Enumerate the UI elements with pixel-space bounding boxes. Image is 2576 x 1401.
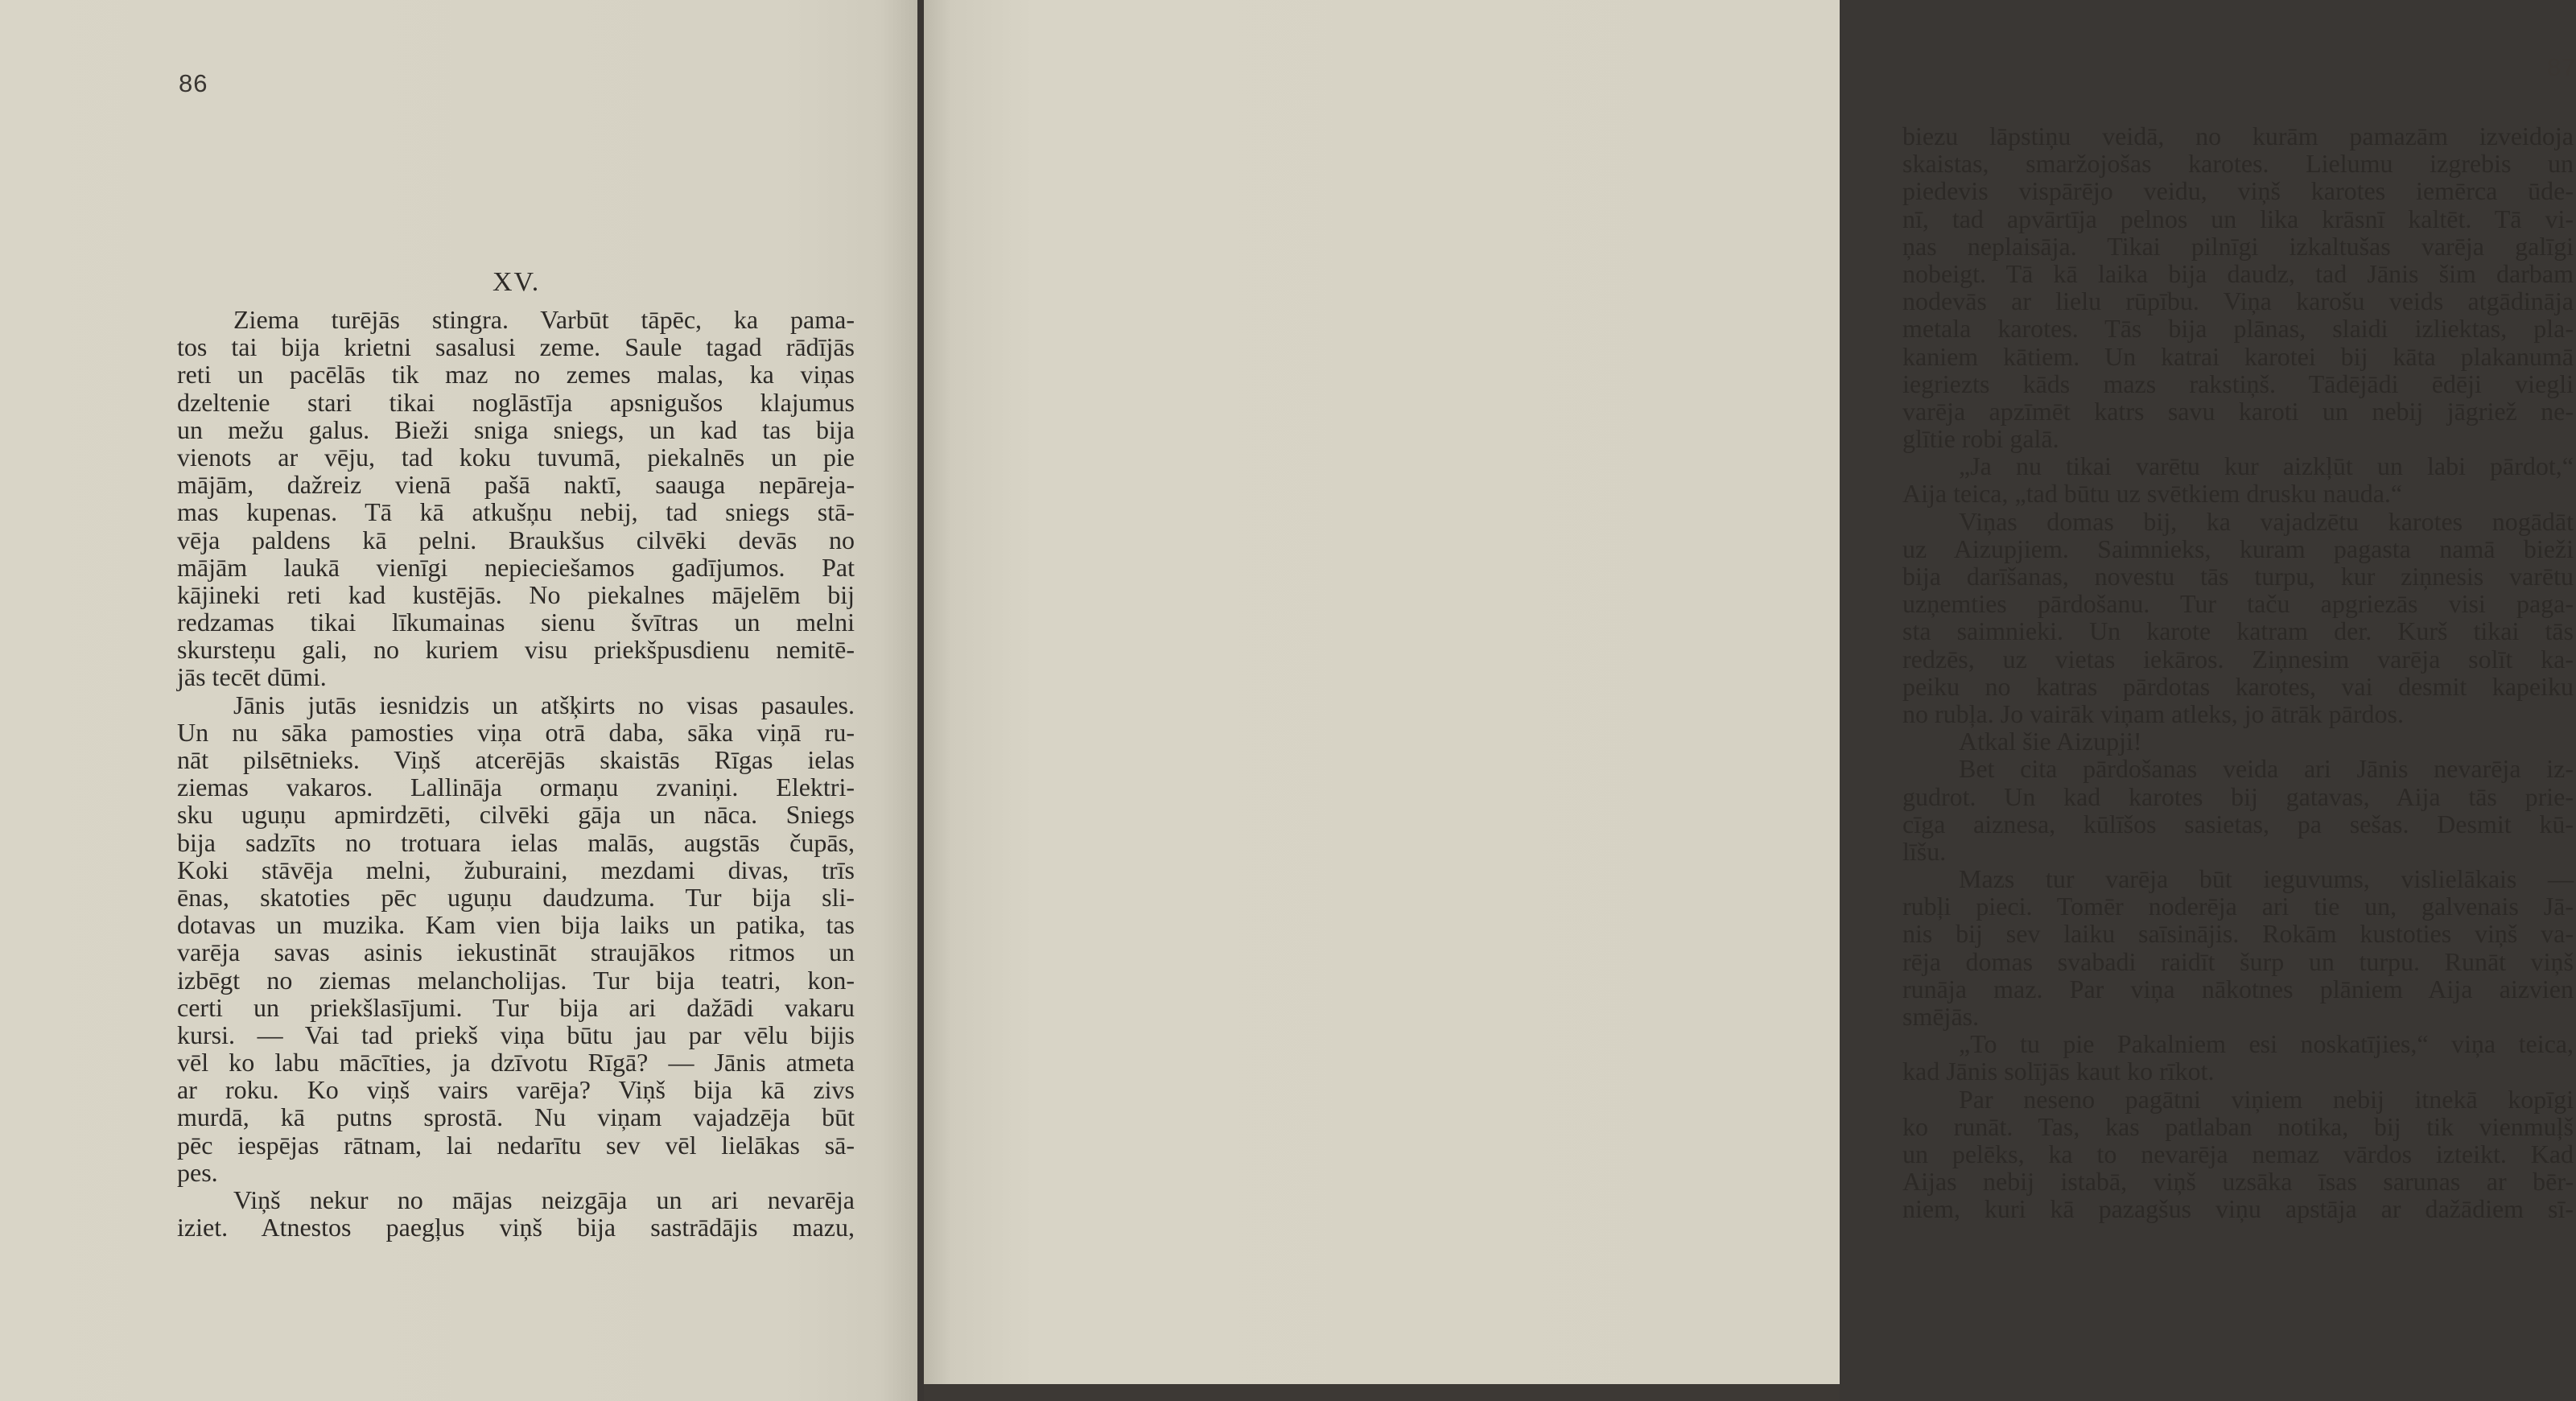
- text-line: peiku no katras pārdotas karotes, vai desmit kapeiku: [1902, 671, 2574, 701]
- text-line: līšu.: [1902, 836, 1947, 866]
- text-line: varēja apzīmēt katrs savu karoti un nebij jāgriež ne-: [1902, 396, 2574, 426]
- text-line: Viņas domas bij, ka vajadzētu karotes nogādāt: [1959, 506, 2574, 536]
- text-line: Un nu sāka pamosties viņa otrā daba, sāka viņā ru-: [177, 717, 855, 747]
- text-line: kursi. — Vai tad priekš viņa būtu jau par vēlu bijis: [177, 1020, 855, 1049]
- text-line: gudrot. Un kad karotes bij gatavas, Aija tās prie-: [1902, 781, 2574, 811]
- text-line: redzēs, uz vietas iekāros. Ziņnesim varēja solīt ka-: [1902, 644, 2574, 674]
- book-gutter: [917, 0, 924, 1401]
- text-line: redzamas tikai līkumainas sienu švītras un melni: [177, 608, 855, 637]
- text-line: skursteņu gali, no kuriem visu priekšpusdienu nemitē-: [177, 635, 855, 665]
- text-line: „Ja nu tikai varētu kur aizkļūt un labi pārdot,“: [1959, 451, 2574, 481]
- text-line: nodevās ar lielu rūpību. Viņa karošu veids atgādināja: [1902, 286, 2574, 316]
- text-line: cīga aiznesa, kūlīšos sasietas, pa sešas. Desmit kū-: [1902, 809, 2574, 839]
- text-line: ko runāt. Tas, kas patlaban notika, bij tik vienmuļš: [1902, 1111, 2574, 1141]
- text-line: iziet. Atnestos paegļus viņš bija sastrādājis mazu,: [177, 1213, 855, 1242]
- text-line: Mazs tur varēja būt ieguvums, vislielākais —: [1959, 864, 2574, 894]
- text-line: kad Jānis solījās kaut ko rīkot.: [1902, 1057, 2215, 1086]
- text-line: runāja maz. Par viņa nākotnes plāniem Aija aizvien: [1902, 974, 2574, 1003]
- text-line: vēja paldens kā pelni. Braukšus cilvēki devās no: [177, 525, 855, 554]
- text-line: rēja domas svabadi raidīt šurp un turpu. Runāt viņš: [1902, 946, 2574, 976]
- text-line: sta saimnieki. Un karote katram der. Kurš tikai tās: [1902, 616, 2574, 646]
- text-line: dzeltenie stari tikai noglāstīja apsnigušos klajumus: [177, 387, 855, 417]
- text-line: glītie robi galā.: [1902, 424, 2059, 454]
- chapter-heading: XV.: [493, 267, 541, 297]
- text-line: „To tu pie Pakalniem esi noskatījies,“ viņa teica,: [1959, 1029, 2574, 1059]
- right-page: [924, 0, 2576, 1384]
- text-line: murdā, kā putns sprostā. Nu viņam vajadzēja būt: [177, 1102, 855, 1132]
- text-line: sku uguņu apmirdzēti, cilvēki gāja un nāca. Sniegs: [177, 800, 855, 830]
- text-line: no rubļa. Jo vairāk viņam atleks, jo ātrāk pārdos.: [1902, 698, 2404, 728]
- text-line: kājineki reti kad kustējās. No piekalnes mājelēm bij: [177, 579, 855, 609]
- text-line: metala karotes. Tās bija plānas, slaidi izliektas, pla-: [1902, 314, 2574, 344]
- text-line: varēja savas asinis iekustināt straujākos ritmos un: [177, 937, 855, 967]
- text-line: Bet cita pārdošanas veida ari Jānis nevarēja iz-: [1959, 754, 2574, 784]
- text-line: iegriezts kāds mazs rakstiņš. Tādējādi ēdēji viegli: [1902, 369, 2574, 398]
- text-line: certi un priekšlasījumi. Tur bija ari dažādi vakaru: [177, 992, 855, 1022]
- text-line: izbēgt no ziemas melancholijas. Tur bija teatri, kon-: [177, 965, 855, 995]
- text-line: piedevis vispārējo veidu, viņš karotes iemērca ūde-: [1902, 176, 2574, 206]
- text-line: pes.: [177, 1157, 218, 1187]
- page-number-left: 86: [179, 69, 208, 97]
- text-line: uz Aizupjiem. Saimnieks, kuram pagasta namā bieži: [1902, 534, 2574, 563]
- text-line: mas kupenas. Tā kā atkušņu nebij, tad sniegs stā-: [177, 497, 855, 527]
- background-edge: [924, 1384, 1840, 1401]
- text-line: smējās.: [1902, 1002, 1980, 1031]
- text-line: kaniem kātiem. Un katrai karotei bij kāta plakanumā: [1902, 341, 2574, 371]
- text-line: Jānis jutās iesnidzis un atšķirts no visas pasaules.: [233, 690, 855, 719]
- text-line: biezu lāpstiņu veidā, no kurām pamazām izveidoja: [1902, 122, 2574, 150]
- text-line: skaistas, smaržojošas karotes. Lielumu izgrebis un: [1902, 149, 2574, 179]
- text-line: reti un pacēlās tik maz no zemes malas, ka viņas: [177, 360, 855, 389]
- text-line: Ziema turējās stingra. Varbūt tāpēc, ka pama-: [233, 305, 855, 334]
- text-line: pēc iespējas rātnam, lai nedarītu sev vēl lielākas sā-: [177, 1130, 855, 1160]
- page-number-right: 87: [2547, 53, 2576, 81]
- text-line: rubļi pieci. Tomēr noderēja ari tie un, galvenais Jā-: [1902, 892, 2574, 921]
- right-page-text: [1902, 122, 2574, 1223]
- left-page-text: [177, 306, 855, 1241]
- left-page: [0, 0, 917, 1401]
- text-line: vienots ar vēju, tad koku tuvumā, piekalnēs un pie: [177, 442, 855, 472]
- text-line: mājām, dažreiz vienā pašā naktī, saauga nepāreja-: [177, 470, 855, 500]
- text-line: Viņš nekur no mājas neizgāja un ari nevarēja: [233, 1185, 855, 1214]
- text-line: un mežu galus. Bieži sniga sniegs, un kad tas bija: [177, 414, 855, 444]
- text-line: tos tai bija krietni sasalusi zeme. Saule tagad rādījās: [177, 332, 855, 362]
- text-line: bija sadzīts no trotuara ielas malās, augstās čupās,: [177, 827, 855, 857]
- text-line: Atkal šie Aizupji!: [1959, 727, 2142, 756]
- text-line: vēl ko labu mācīties, ja dzīvotu Rīgā? — Jānis atmeta: [177, 1048, 855, 1078]
- text-line: nobeigt. Tā kā laika bija daudz, tad Jānis šim darbam: [1902, 258, 2574, 288]
- text-line: ziemas vakaros. Lallināja ormaņu zvaniņi. Elektri-: [177, 773, 855, 802]
- text-line: nāt pilsētnieks. Viņš atcerējās skaistās Rīgas ielas: [177, 745, 855, 774]
- text-line: Par neseno pagātni viņiem nebij itnekā kopīgi: [1959, 1084, 2574, 1114]
- text-line: Koki stāvēja melni, žuburaini, mezdami divas, trīs: [177, 855, 855, 884]
- text-line: dotavas un muzika. Kam vien bija laiks un patika, tas: [177, 910, 855, 940]
- text-line: ēnas, skatoties pēc uguņu daudzuma. Tur bija sli-: [177, 882, 855, 912]
- text-line: un pelēks, ka to nevarēja nemaz vārdos izteikt. Kad: [1902, 1139, 2574, 1168]
- text-line: nī, tad apvārtīja pelnos un lika krāsnī kaltēt. Tā vi-: [1902, 204, 2574, 233]
- text-line: uzņemties pārdošanu. Tur taču apgriezās visi paga-: [1902, 589, 2574, 619]
- text-line: ar roku. Ko viņš vairs varēja? Viņš bija kā zivs: [177, 1075, 855, 1105]
- text-line: Aija teica, „tad būtu uz svētkiem drusku nauda.“: [1902, 479, 2403, 509]
- text-line: bija darīšanas, novestu tās turpu, kur ziņnesis varētu: [1902, 562, 2574, 591]
- text-line: jās tecēt dūmi.: [177, 662, 327, 692]
- text-line: nis bij sev laiku saīsinājis. Rokām kustoties viņš va-: [1902, 919, 2574, 949]
- text-line: mājām laukā vienīgi nepieciešamos gadījumos. Pat: [177, 552, 855, 582]
- text-line: Aijas nebij istabā, viņš uzsāka īsas sarunas ar bēr-: [1902, 1167, 2574, 1197]
- text-line: niem, kuri kā pazagšus viņu apstāja ar dažādiem sī-: [1902, 1194, 2574, 1224]
- text-line: ņas neplaisāja. Tikai pilnīgi izkaltušas varēja galīgi: [1902, 231, 2574, 261]
